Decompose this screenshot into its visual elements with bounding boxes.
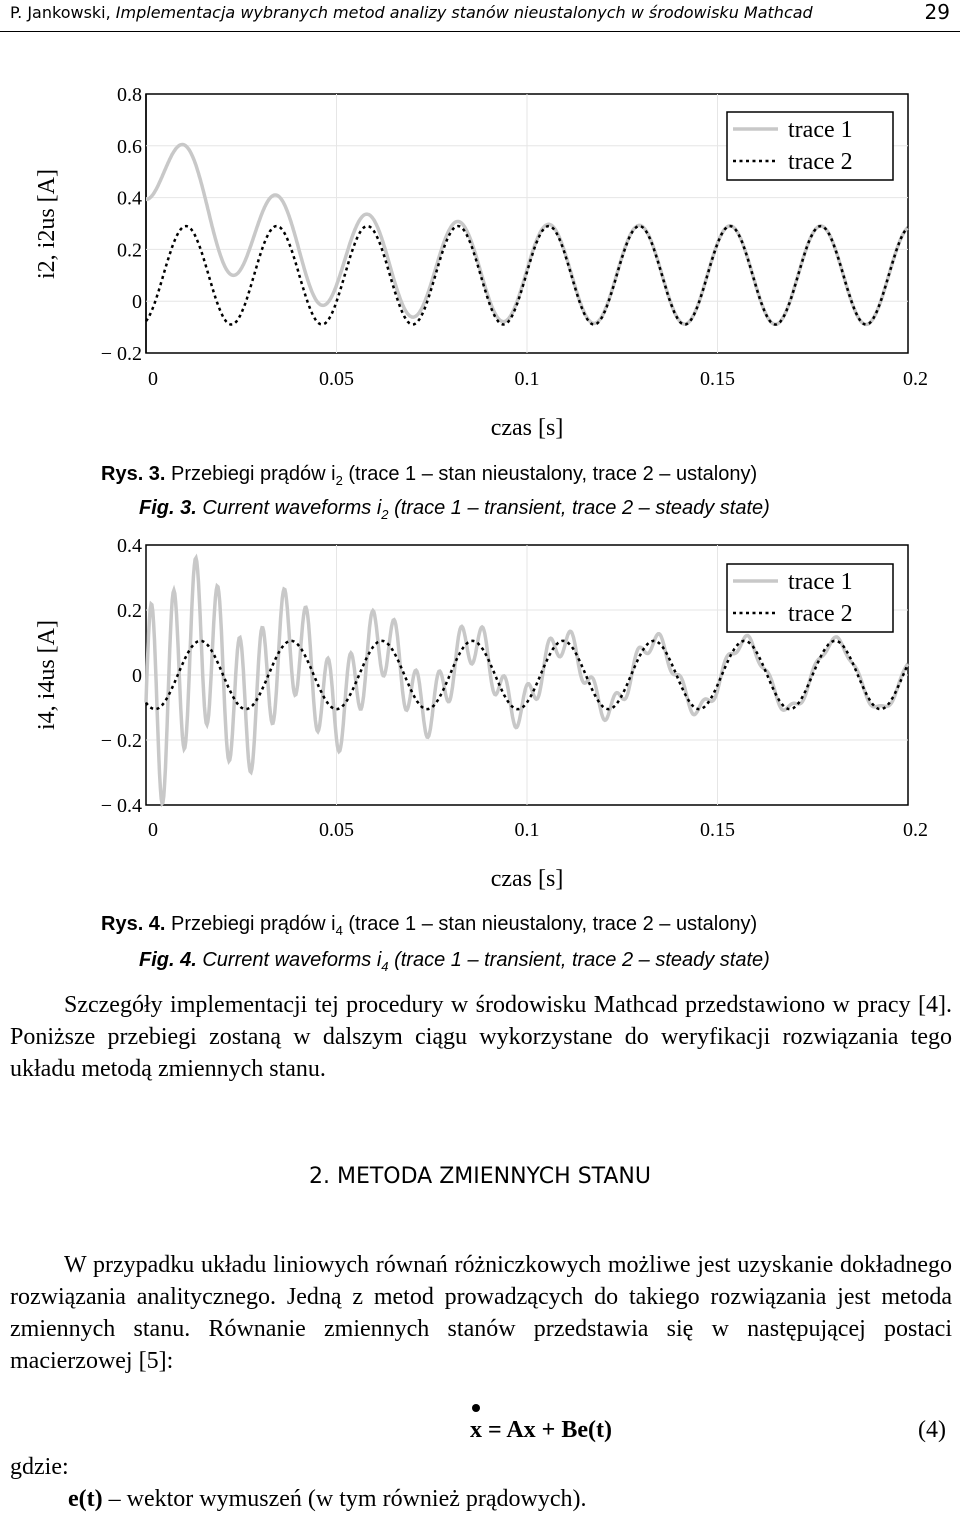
fig3-text-end: (trace 1 – transient, trace 2 – steady state) [388, 497, 770, 519]
fig3-y-ticks [101, 84, 142, 365]
paragraph-1 [10, 989, 952, 1085]
y-tick-label: − 0.2 [100, 730, 142, 752]
x-tick-label: 0.05 [319, 368, 354, 390]
gdzie-label: gdzie: [10, 1454, 69, 1480]
fig3-legend-trace2: trace 2 [788, 149, 853, 175]
fig4-text-end: (trace 1 – transient, trace 2 – steady state) [388, 949, 770, 971]
x-tick-label: 0 [148, 819, 158, 841]
rys4-text: Przebiegi prądów i [165, 913, 336, 935]
paragraph-2-text: W przypadku układu liniowych równań różniczkowych możliwe jest uzyskanie dokładnego rozwiązania analitycznego. Jedną z metod prowadzących do takiego rozwiązania jest metoda zmiennych stanu. Równanie zmiennych stanów przedstawia się w następującej postaci macierzowej [5]: [10, 1252, 952, 1374]
x-tick-label: 0.15 [700, 368, 735, 390]
fig4-caption-en [139, 949, 770, 974]
rys4-sub: 4 [335, 923, 343, 938]
y-tick-label: 0 [132, 291, 142, 314]
rys4-text-end: (trace 1 – stan nieustalony, trace 2 – ustalony) [342, 913, 758, 935]
y-tick-label: 0.4 [117, 187, 142, 210]
equation-derivative-dot [472, 1404, 480, 1412]
fig3-text: Current waveforms i [196, 497, 382, 519]
y-tick-label: 0.6 [117, 135, 142, 158]
y-tick-label: − 0.4 [100, 795, 142, 817]
running-title [10, 3, 813, 22]
definition-text: – wektor wymuszeń (w tym również prądowych). [102, 1486, 587, 1512]
paragraph-1-text: Szczegóły implementacji tej procedury w środowisku Mathcad przedstawiono w pracy [4]. Poniższe przebiegi zostaną w dalszym ciągu wykorzystane do weryfikacji rozwiązania tego układu metodą zmiennych stanu. [10, 992, 952, 1082]
fig4-x-axis-label: czas [s] [490, 866, 564, 892]
figure-4-chart [0, 530, 960, 900]
definition-line [68, 1486, 587, 1513]
fig3-y-axis-label: i2, i2us [A] [34, 169, 60, 279]
y-tick-label: 0.2 [117, 239, 142, 262]
rys3-text: Przebiegi prądów i [165, 463, 336, 485]
fig4-y-ticks [101, 535, 142, 817]
rys3-text-end: (trace 1 – stan nieustalony, trace 2 – ustalony) [342, 463, 758, 485]
x-tick-label: 0.1 [514, 368, 540, 390]
x-tick-label: 0.15 [700, 819, 735, 841]
y-tick-label: 0.2 [117, 600, 142, 622]
fig3-legend-trace1: trace 1 [788, 117, 853, 143]
x-tick-label: 0.2 [903, 819, 928, 841]
figure-3-chart [0, 80, 960, 450]
x-tick-label: 0.2 [903, 368, 928, 390]
y-tick-label: − 0.2 [100, 343, 142, 365]
fig4-text: Current waveforms i [196, 949, 382, 971]
fig4-y-axis-label: i4, i4us [A] [34, 620, 60, 730]
page-number: 29 [924, 0, 950, 24]
fig4-legend-trace1: trace 1 [788, 569, 853, 595]
rys4-label: Rys. 4. [101, 913, 166, 935]
fig4-label: Fig. 4. [139, 949, 197, 971]
rys3-sub: 2 [335, 473, 343, 488]
header-author: P. Jankowski, [10, 3, 116, 22]
state-equation: x = Ax + Be(t) [470, 1417, 612, 1443]
x-tick-label: 0.05 [319, 819, 354, 841]
section-heading: 2. METODA ZMIENNYCH STANU [308, 1164, 651, 1189]
fig3-sub: 2 [381, 507, 389, 522]
rys3-label: Rys. 3. [101, 463, 166, 485]
fig3-x-ticks [148, 368, 928, 390]
fig4-legend-trace2: trace 2 [788, 601, 853, 627]
fig3-x-axis-label: czas [s] [490, 415, 564, 441]
fig4-x-ticks [148, 819, 928, 841]
x-tick-label: 0 [148, 368, 158, 390]
y-tick-label: 0.4 [117, 535, 142, 557]
paragraph-2 [10, 1249, 952, 1377]
definition-symbol: e(t) [68, 1486, 103, 1512]
x-tick-label: 0.1 [514, 819, 540, 841]
fig3-caption-pl [101, 463, 757, 488]
page-header [10, 2, 950, 26]
fig3-legend [727, 112, 893, 180]
header-title: Implementacja wybranych metod analizy stanów nieustalonych w środowisku Mathcad [115, 3, 813, 22]
fig4-caption-pl [101, 913, 757, 938]
fig4-sub: 4 [381, 959, 389, 974]
fig3-caption-en [139, 497, 770, 522]
y-tick-label: 0.8 [117, 84, 142, 106]
y-tick-label: 0 [132, 665, 142, 687]
fig3-label: Fig. 3. [139, 497, 197, 519]
fig4-legend [727, 564, 893, 632]
header-rule [0, 31, 960, 32]
equation-number: (4) [918, 1417, 946, 1443]
